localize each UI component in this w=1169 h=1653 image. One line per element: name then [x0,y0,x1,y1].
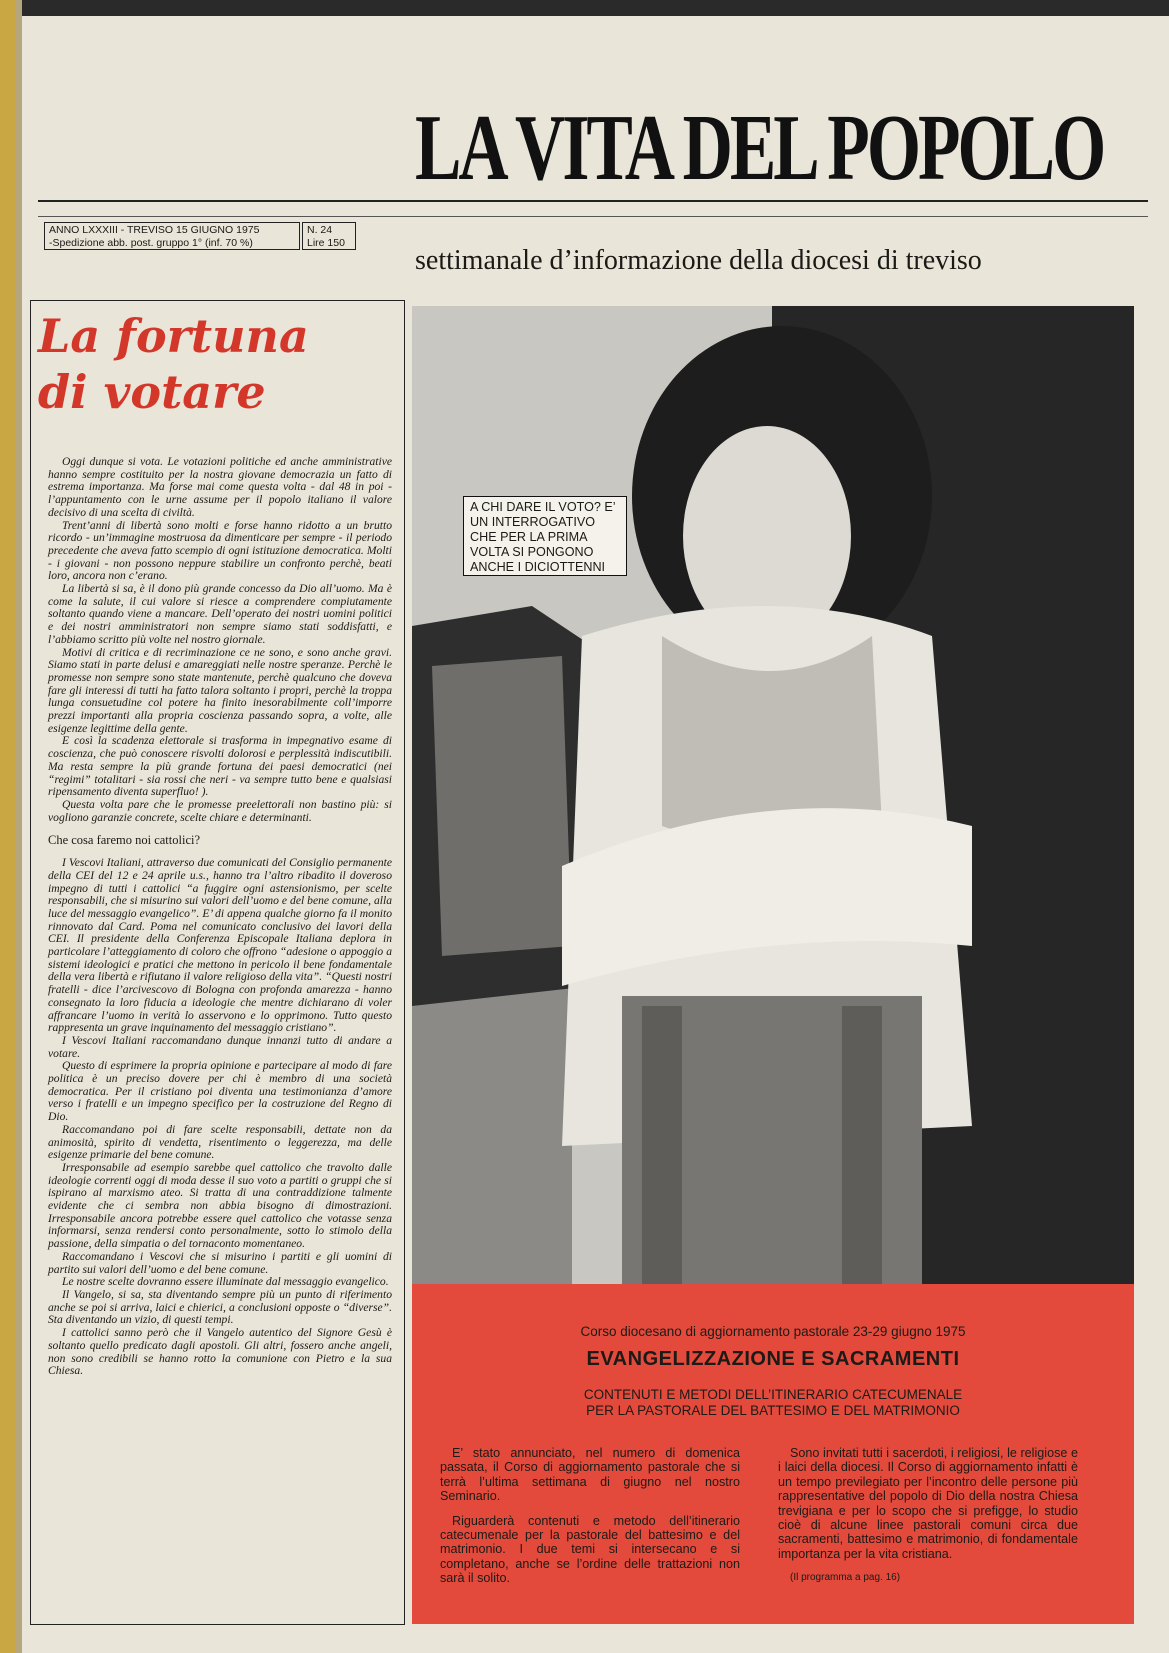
announcement-subtitle [512,1387,1034,1419]
paragraph: Raccomandano i Vescovi che si misurino i partiti e gli uomini di partito sui valori dell’uomo e del bene comune. [48,1249,392,1276]
issue-line-2: -Spedizione abb. post. gruppo 1° (inf. 70 %) [49,237,253,249]
paragraph: I Vescovi Italiani, attraverso due comunicati del Consiglio permanente della CEI del 12 e 24 aprile u.s., hanno tra l’altro ribadito il doveroso impegno di tutti i cattolici “a fuggire ogni astensionismo, per scelte responsabili, che si misurino sui valori dell’uomo e del bene comune, alla luce del messaggio evangelico”. E’ di appena qualche giorno fa il monito rinnovato dal Card. Poma nel comunicato conclusivo dei lavori della CEI. Il presidente della Conferenza Episcopale Italiana deplora in particolare l’atteggiamento di coloro che offrono “adesione o appoggio a sistemi ideologici e pratici che mettono in pericolo il bene fondamentale della vera libertà e rifiutano il valore religioso della vita”. “Questi nostri fratelli - dice l’arcivescovo di Bologna con profonda amarezza - hanno consegnato la loro fiducia a ideologie che mentre dichiarano di voler affrancare l’uomo in verità lo asservono e lo opprimono. Tutto questo rappresenta un grave inquinamento del messaggio cristiano”. [48,856,392,1035]
paragraph: Riguarderà contenuti e metodo dell’itinerario catecumenale per la pastorale del battesimo e del matrimonio. I due temi si intersecano e si completano, anche se l’ordine delle trattazioni non sarà il solito. [440,1513,740,1586]
editorial-headline [38,308,398,420]
paragraph: I Vescovi Italiani raccomandano dunque innanzi tutto di andare a votare. [48,1033,392,1060]
paragraph: La libertà si sa, è il dono più grande concesso da Dio all’uomo. Ma è come la salute, il cui valore si riesce a comprendere compiutamente soltanto quando viene a mancare. Dell’operato dei nostri uomini politici e dei nostri amministratori non sempre siamo stati soddisfatti, e l’abbiamo scritto più volte nel nostro giornale. [48,582,392,646]
announcement-intro: Corso diocesano di aggiornamento pastorale 23-29 giugno 1975 [580,1324,966,1339]
young-woman-photo [412,306,1134,1284]
paragraph: Oggi dunque si vota. Le votazioni politiche ed anche amministrative hanno sempre costituito per la nostra giovane democrazia un fatto di estrema importanza. Ma forse mai come questa volta - dal 48 in poi - l’appuntamento con le urne assume per il popolo italiano il valore decisivo di una scelta di civiltà. [48,455,392,519]
paragraph: Sono invitati tutti i sacerdoti, i religiosi, le religiose e i laici della diocesi. Il Corso di aggiornamento infatti è un tempo previlegiato per l’incontro delle persone più rappresentative del popolo di Dio della nostra Chiesa trevigiana e per lo scopo che si prefigge, lo studio cioè di alcune linee pastorali comuni circa due sacramenti, battesimo e matrimonio, di fondamentale importanza per la vita cristiana. [778,1446,1078,1561]
program-note: (Il programma a pag. 16) [790,1572,901,1584]
announcement-title: EVANGELIZZAZIONE E SACRAMENTI [586,1348,960,1370]
cover-photo [412,306,1134,1284]
paragraph: Il Vangelo, si sa, sta diventando sempre più un punto di riferimento anche se poi si arriva, laici e chierici, a conclusioni opposte o “diverse”. Sta diventando un vizio, di questi tempi. [48,1288,392,1327]
masthead-tagline: settimanale d’informazione della diocesi di treviso [415,245,982,276]
announcement-subtitle-line-1: CONTENUTI E METODI DELL’ITINERARIO CATECUMENALE [583,1387,963,1402]
issue-number-price [302,222,356,250]
article-subheading: Che cosa faremo noi cattolici? [48,833,201,848]
paragraph: I cattolici sanno però che il Vangelo autentico del Signore Gesù è soltanto quello predicato dagli apostoli. Gli altri, fossero anche angeli, non sono credibili se hanno rotto la comunione con Pietro e la sua Chiesa. [48,1326,392,1378]
page-binding [0,0,16,1653]
masthead-title: LA VITA DEL POPOLO [415,96,1104,200]
paragraph: E’ stato annunciato, nel numero di domenica passata, il Corso di aggiornamento pastorale che si terrà l’ultima settimana di giugno nel nostro Seminario. [440,1446,740,1504]
issue-number: N. 24 [307,224,333,236]
masthead-rule-thin [38,216,1148,217]
paragraph: Motivi di critica e di recriminazione ce ne sono, e sono anche gravi. Siamo stati in parte delusi e amareggiati nelle nostre speranze. Perchè le promesse non sempre sono state mantenute, perchè qualcuno che doveva fare gli interessi di tutti ha fatto talora soltanto i propri, perchè la troppa lunga consuetudine col potere ha finito inesorabilmente coll’imporre prezzi importanti alla propria coscienza passando sopra, a volte, alle esigenze legittime della gente. [48,645,392,735]
issue-line-1: ANNO LXXXIII - TREVISO 15 GIUGNO 1975 [49,224,260,236]
masthead-rule [38,200,1148,202]
issue-info-box [44,222,356,250]
paragraph: Raccomandano poi di fare scelte responsabili, dettate non da animosità, spirito di vendetta, risentimento o leggerezza, ma delle esigenze primarie del bene comune. [48,1122,392,1162]
announcement-subtitle-line-2: PER LA PASTORALE DEL BATTESIMO E DEL MATRIMONIO [586,1403,960,1418]
announcement-column-left [440,1446,740,1596]
scan-border [22,0,1169,16]
paragraph: Le nostre scelte dovranno essere illuminate dal messaggio evangelico. [62,1275,389,1289]
photo-caption-box: A CHI DARE IL VOTO? E’ UN INTERROGATIVO CHE PER LA PRIMA VOLTA SI PONGONO ANCHE I DICIOTTENNI [463,496,627,576]
headline-line-1: La fortuna [38,309,309,363]
paragraph: Irresponsabile ad esempio sarebbe quel cattolico che travolto dalle ideologie correnti oggi di moda desse il suo voto a partiti o gruppi che si ispirano al marxismo ateo. Si tratta di una contraddizione talmente evidente che ci sembra non abbia bisogno di dimostrazioni. Irresponsabile ancora potrebbe essere quel cattolico che votasse senza informarsi, senza rendersi conto personalmente, sotto lo stimolo della passione, della simpatia o del tornaconto momentaneo. [48,1160,392,1251]
paragraph: E così la scadenza elettorale si trasforma in impegnativo esame di coscienza, che può conoscere risvolti dolorosi e perplessità indiscutibili. Ma resta sempre la più grande fortuna dei paesi democratici (nei “regimi” totalitari - sia rossi che neri - va sempre tutto bene e qualsiasi ripensamento diventa superfluo! ). [48,734,392,799]
headline-line-2: di votare [38,365,266,419]
issue-details [44,222,300,250]
paragraph: Trent’anni di libertà sono molti e forse hanno ridotto a un brutto ricordo - un’immagine mostruosa da dimenticare per sempre - il periodo precedente che aveva fatto scempio di ogni istituzione democratica. Molti - i giovani - non possono neppure stabilire un confronto perchè, beati loro, ancora non c’erano. [48,518,392,583]
paragraph: Questo di esprimere la propria opinione e partecipare al modo di fare politica è un preciso dovere per chi è membro di una società democratica. Per il cristiano poi diventa una testimonianza d’amore verso i fratelli e un impegno specifico per la costruzione del Regno di Dio. [48,1059,392,1124]
paragraph: Questa volta pare che le promesse preelettorali non bastino più: si vogliono garanzie concrete, scelte chiare e determinanti. [48,797,392,824]
issue-price: Lire 150 [307,237,345,249]
editorial-body [48,456,392,1378]
announcement-column-right [778,1446,1078,1596]
